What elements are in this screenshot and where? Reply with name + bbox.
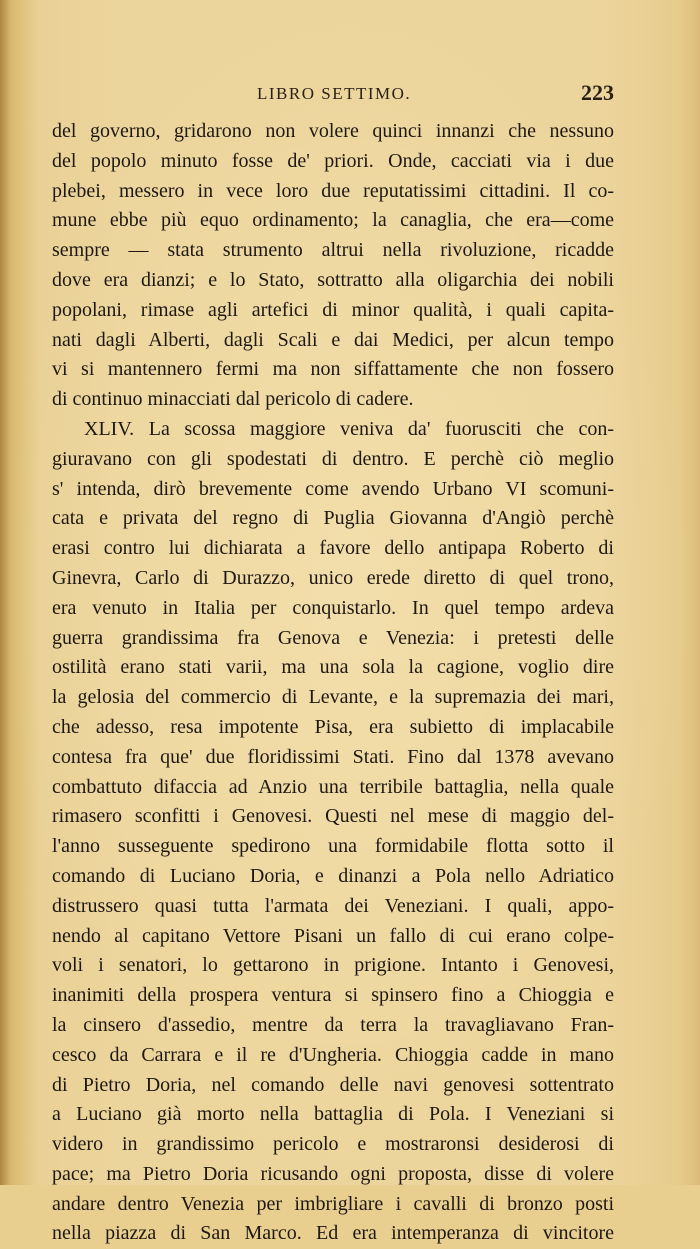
text-line: del popolo minuto fosse de' priori. Onde, cacciati via i due — [52, 149, 614, 172]
text-line: mune ebbe più equo ordinamento; la canaglia, che era—come — [52, 209, 614, 232]
text-line: combattuto difaccia ad Anzio una terribile battaglia, nella quale — [52, 775, 614, 798]
running-head: LIBRO SETTIMO. — [257, 84, 412, 103]
text-line: l'anno susseguente spedirono una formidabile flotta sotto il — [52, 835, 614, 858]
text-line: era venuto in Italia per conquistarlo. In quel tempo ardeva — [52, 596, 614, 619]
text-line: di Pietro Doria, nel comando delle navi genovesi sottentrato — [52, 1073, 614, 1096]
text-line: pace; ma Pietro Doria ricusando ogni proposta, disse di volere — [52, 1162, 614, 1185]
section-start-line: XLIV. La scossa maggiore veniva da' fuorusciti che con- — [84, 417, 614, 440]
text-line: guerra grandissima fra Genova e Venezia: i pretesti delle — [52, 626, 614, 649]
page-header — [52, 80, 614, 110]
text-line: voli i senatori, lo gettarono in prigione. Intanto i Genovesi, — [52, 954, 614, 977]
text-line: ostilità erano stati varii, ma una sola la cagione, voglio dire — [52, 656, 614, 679]
text-line: la gelosia del commercio di Levante, e la supremazia dei mari, — [52, 686, 614, 709]
text-line: s' intenda, dirò brevemente come avendo Urbano VI scomuni- — [52, 477, 614, 500]
text-line: cesco da Carrara e il re d'Ungheria. Chioggia cadde in mano — [52, 1043, 614, 1066]
text-line: giuravano con gli spodestati di dentro. E perchè ciò meglio — [52, 447, 614, 470]
text-line: sempre — stata strumento altrui nella rivoluzione, ricadde — [52, 239, 614, 262]
text-line: Ginevra, Carlo di Durazzo, unico erede diretto di quel trono, — [52, 566, 614, 589]
text-line: cata e privata del regno di Puglia Giovanna d'Angiò perchè — [52, 507, 614, 530]
paragraph-end-line: di continuo minacciati dal pericolo di cadere. — [52, 388, 414, 411]
text-line: dove era dianzi; e lo Stato, sottratto alla oligarchia dei nobili — [52, 268, 614, 291]
text-line: plebei, messero in vece loro due reputatissimi cittadini. Il co- — [52, 179, 614, 202]
text-line: a Luciano già morto nella battaglia di Pola. I Veneziani si — [52, 1103, 614, 1126]
text-line: rimasero sconfitti i Genovesi. Questi nel mese di maggio del- — [52, 805, 614, 828]
text-line: contesa fra que' due floridissimi Stati. Fino dal 1378 avevano — [52, 745, 614, 768]
text-line: erasi contro lui dichiarata a favore dello antipapa Roberto di — [52, 537, 614, 560]
text-line: che adesso, resa impotente Pisa, era subietto di implacabile — [52, 715, 614, 738]
body-text — [52, 117, 614, 1249]
text-line: del governo, gridarono non volere quinci innanzi che nessuno — [52, 120, 614, 142]
text-line: vi si mantennero fermi ma non siffattamente che non fossero — [52, 358, 614, 381]
text-line: nella piazza di San Marco. Ed era intemperanza di vincitore — [52, 1222, 614, 1245]
text-line: andare dentro Venezia per imbrigliare i cavalli di bronzo posti — [52, 1192, 614, 1215]
page-number: 223 — [581, 80, 614, 105]
text-line: popolani, rimase agli artefici di minor qualità, i quali capita- — [52, 298, 614, 321]
binding-shadow — [0, 0, 10, 1185]
text-line: nendo al capitano Vettore Pisani un fallo di cui erano colpe- — [52, 924, 614, 947]
text-line: nati dagli Alberti, dagli Scali e dai Medici, per alcun tempo — [52, 328, 614, 351]
text-line: inanimiti della prospera ventura si spinsero fino a Chioggia e — [52, 984, 614, 1007]
text-line: videro in grandissimo pericolo e mostraronsi desiderosi di — [52, 1133, 614, 1156]
text-line: comando di Luciano Doria, e dinanzi a Pola nello Adriatico — [52, 864, 614, 887]
text-line: la cinsero d'assedio, mentre da terra la travagliavano Fran- — [52, 1013, 614, 1036]
text-line: distrussero quasi tutta l'armata dei Veneziani. I quali, appo- — [52, 894, 614, 917]
